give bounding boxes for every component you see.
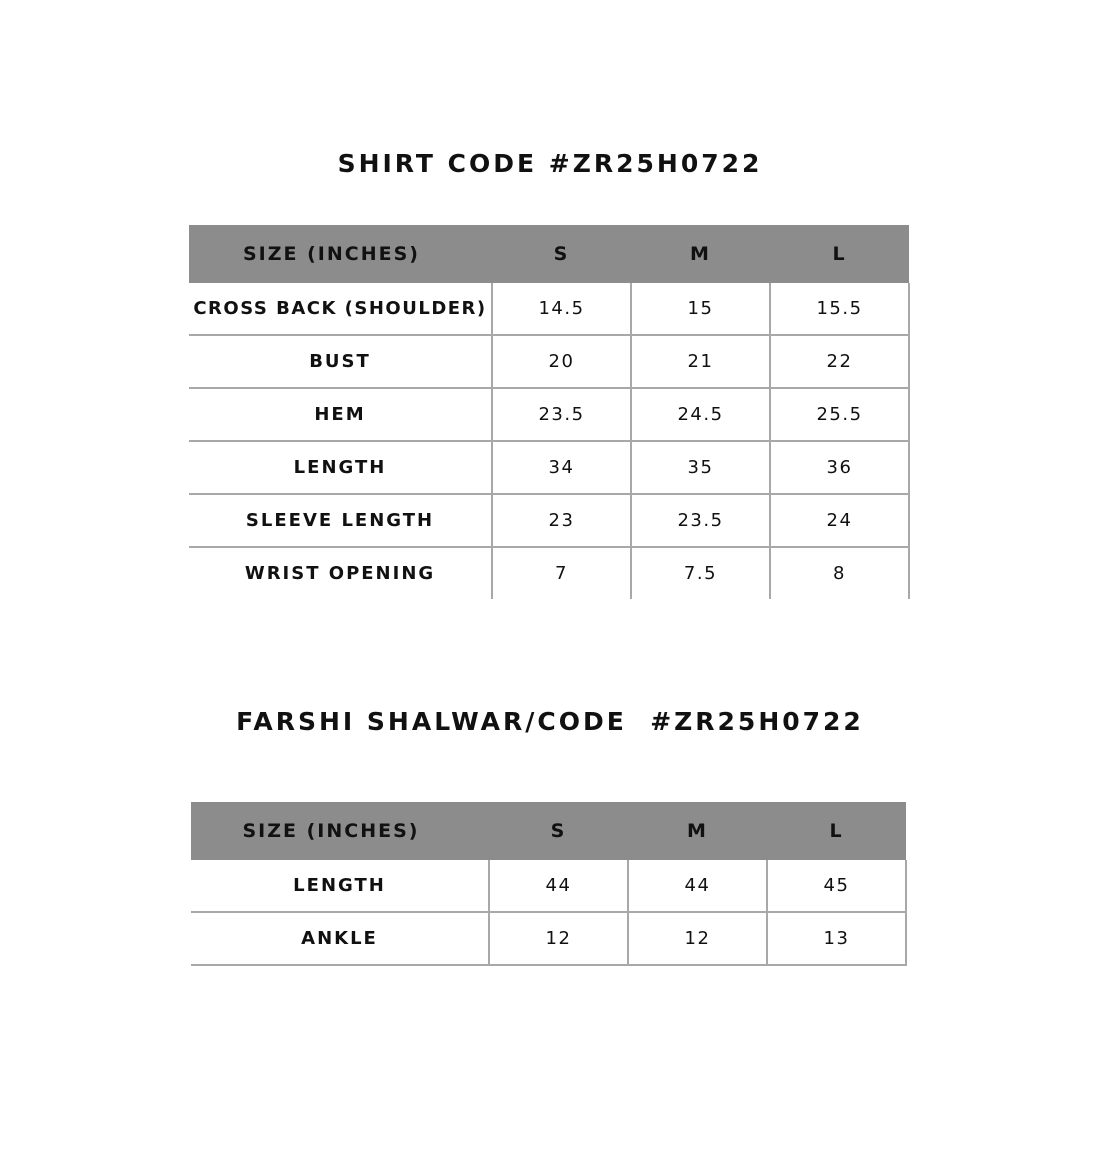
value-cell-s: 34 <box>492 441 631 494</box>
table-row <box>189 441 909 494</box>
size-l-header: L <box>767 802 906 860</box>
shirt-chart-title: SHIRT CODE #ZR25H0722 <box>337 149 763 178</box>
shalwar-size-table <box>191 802 907 966</box>
row-label: CROSS BACK (SHOULDER) <box>189 283 492 335</box>
row-label: HEM <box>189 388 492 441</box>
value-cell-m: 12 <box>628 912 767 965</box>
value-cell-s: 7 <box>492 547 631 599</box>
value-cell-s: 14.5 <box>492 283 631 335</box>
size-column-header: SIZE (INCHES) <box>189 225 492 283</box>
shirt-size-table <box>189 225 910 599</box>
size-m-header: M <box>631 225 770 283</box>
value-cell-l: 36 <box>770 441 909 494</box>
row-label: LENGTH <box>191 860 489 912</box>
value-cell-l: 24 <box>770 494 909 547</box>
row-label: WRIST OPENING <box>189 547 492 599</box>
value-cell-s: 12 <box>489 912 628 965</box>
value-cell-s: 23.5 <box>492 388 631 441</box>
row-label: ANKLE <box>191 912 489 965</box>
value-cell-m: 21 <box>631 335 770 388</box>
table-row <box>189 283 909 335</box>
value-cell-l: 15.5 <box>770 283 909 335</box>
value-cell-l: 13 <box>767 912 906 965</box>
value-cell-l: 45 <box>767 860 906 912</box>
table-row <box>191 912 906 965</box>
table-row <box>189 494 909 547</box>
table-row <box>189 335 909 388</box>
table-row <box>189 547 909 599</box>
value-cell-m: 24.5 <box>631 388 770 441</box>
shalwar-chart-title: FARSHI SHALWAR/CODE #ZR25H0722 <box>236 707 864 736</box>
value-cell-m: 35 <box>631 441 770 494</box>
row-label: LENGTH <box>189 441 492 494</box>
table-header-row <box>191 802 906 860</box>
value-cell-l: 22 <box>770 335 909 388</box>
table-row <box>191 860 906 912</box>
value-cell-m: 44 <box>628 860 767 912</box>
value-cell-m: 15 <box>631 283 770 335</box>
row-label: SLEEVE LENGTH <box>189 494 492 547</box>
row-label: BUST <box>189 335 492 388</box>
value-cell-l: 8 <box>770 547 909 599</box>
size-l-header: L <box>770 225 909 283</box>
size-s-header: S <box>489 802 628 860</box>
value-cell-s: 23 <box>492 494 631 547</box>
table-header-row <box>189 225 909 283</box>
value-cell-m: 23.5 <box>631 494 770 547</box>
size-m-header: M <box>628 802 767 860</box>
value-cell-s: 44 <box>489 860 628 912</box>
size-s-header: S <box>492 225 631 283</box>
value-cell-l: 25.5 <box>770 388 909 441</box>
table-row <box>189 388 909 441</box>
size-column-header: SIZE (INCHES) <box>191 802 489 860</box>
value-cell-s: 20 <box>492 335 631 388</box>
value-cell-m: 7.5 <box>631 547 770 599</box>
